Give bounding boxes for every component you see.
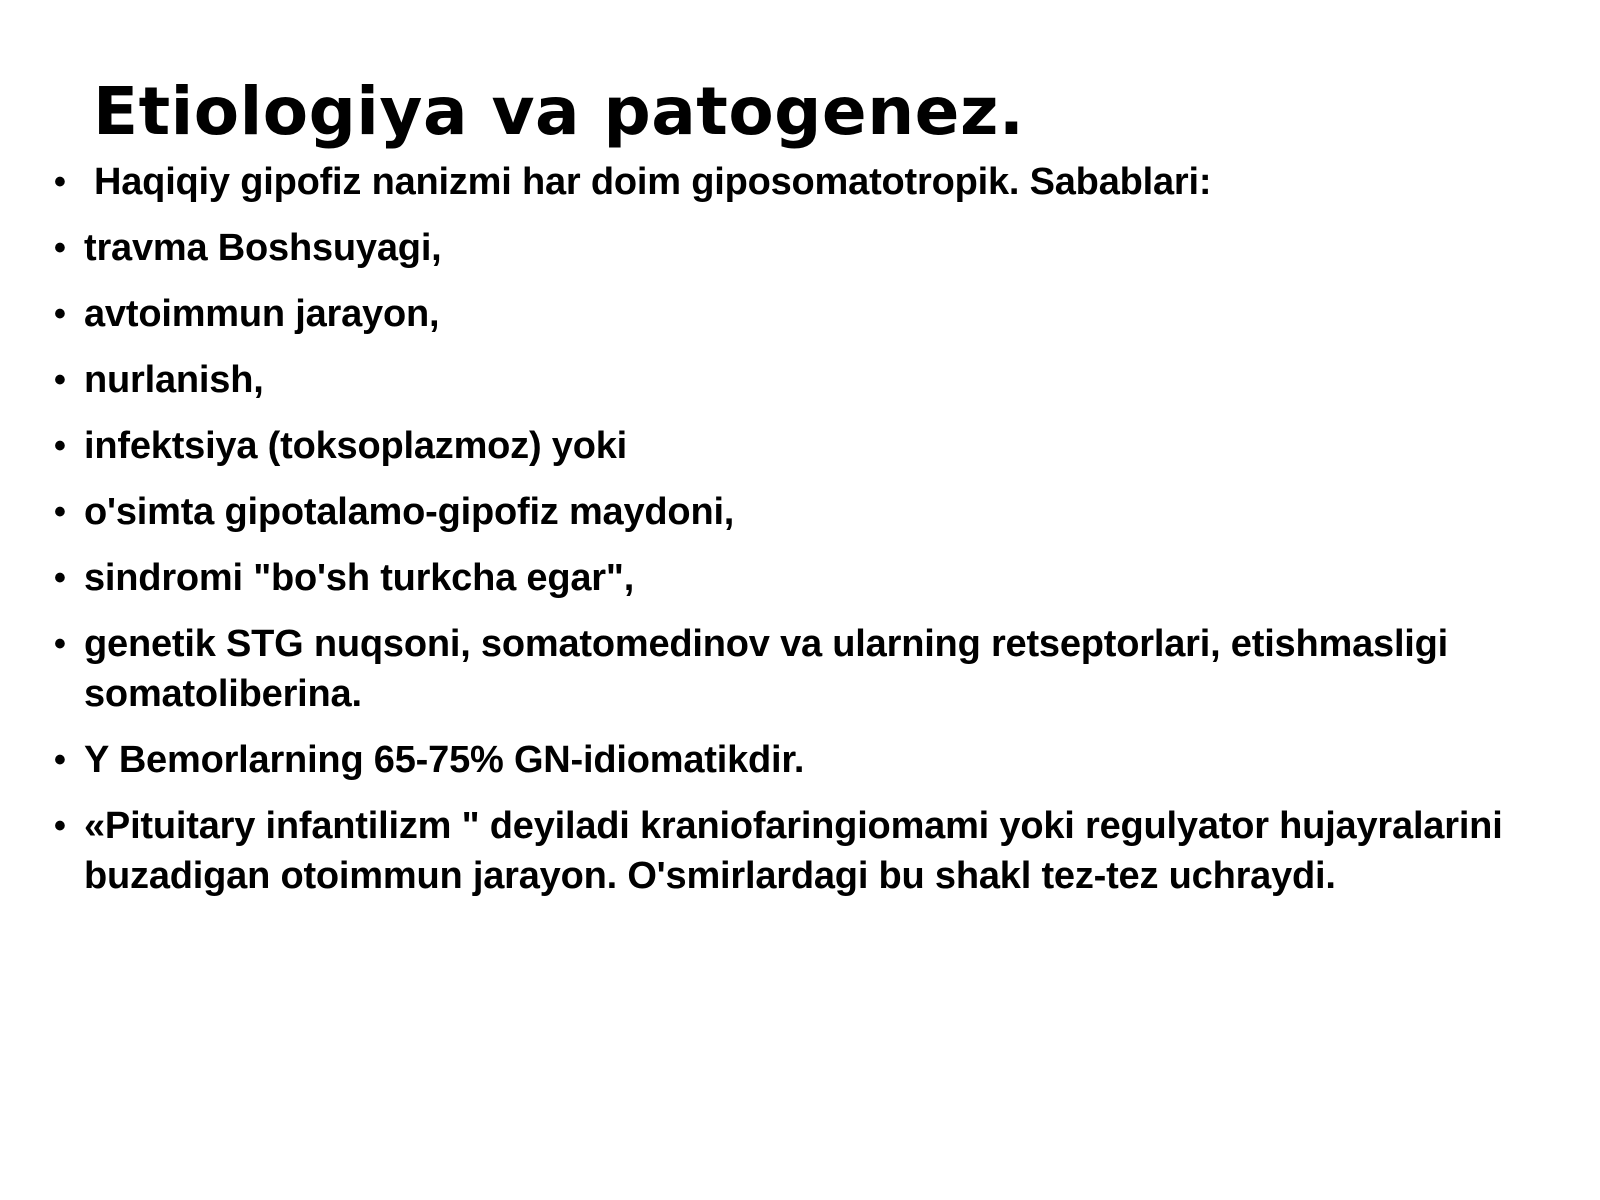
- bullet-dot-icon: •: [54, 493, 66, 531]
- bullet-text: Haqiqiy gipofiz nanizmi har doim giposomatotropik. Sabablari:: [94, 161, 1212, 203]
- bullet-text: Y Bemorlarning 65-75% GN-idiomatikdir.: [84, 739, 805, 781]
- bullet-item: [54, 735, 1514, 785]
- bullet-text: «Pituitary infantilizm " deyiladi kraniofaringiomami yoki regulyator hujayralarini buzadigan otoimmun jarayon. O'smirlardagi bu shakl tez-tez uchraydi.: [84, 805, 1503, 897]
- bullet-text: genetik STG nuqsoni, somatomedinov va ularning retseptorlari, etishmasligi somatoliberina.: [84, 623, 1449, 715]
- bullet-text: o'simta gipotalamo-gipofiz maydoni,: [84, 491, 735, 533]
- bullet-dot-icon: •: [54, 427, 66, 465]
- bullet-item: [54, 421, 1514, 471]
- bullet-text: sindromi "bo'sh turkcha egar",: [84, 557, 635, 599]
- bullet-dot-icon: •: [54, 361, 66, 399]
- bullet-list: [54, 157, 1514, 917]
- bullet-text: travma Boshsuyagi,: [84, 227, 442, 269]
- bullet-item: [54, 553, 1514, 603]
- bullet-dot-icon: •: [54, 229, 66, 267]
- bullet-dot-icon: •: [54, 807, 66, 845]
- bullet-text: nurlanish,: [84, 359, 264, 401]
- bullet-item: [54, 487, 1514, 537]
- bullet-item: [54, 619, 1514, 719]
- bullet-dot-icon: •: [54, 625, 66, 663]
- bullet-item: [54, 157, 1514, 207]
- bullet-dot-icon: •: [54, 295, 66, 333]
- slide-title: Etiologiya va patogenez.: [93, 73, 1025, 150]
- bullet-dot-icon: •: [54, 741, 66, 779]
- bullet-item: [54, 355, 1514, 405]
- bullet-item: [54, 223, 1514, 273]
- bullet-item: [54, 289, 1514, 339]
- bullet-dot-icon: •: [54, 559, 66, 597]
- bullet-dot-icon: •: [54, 163, 66, 201]
- bullet-text: infektsiya (toksoplazmoz) yoki: [84, 425, 628, 467]
- bullet-item: [54, 801, 1514, 901]
- bullet-text: avtoimmun jarayon,: [84, 293, 440, 335]
